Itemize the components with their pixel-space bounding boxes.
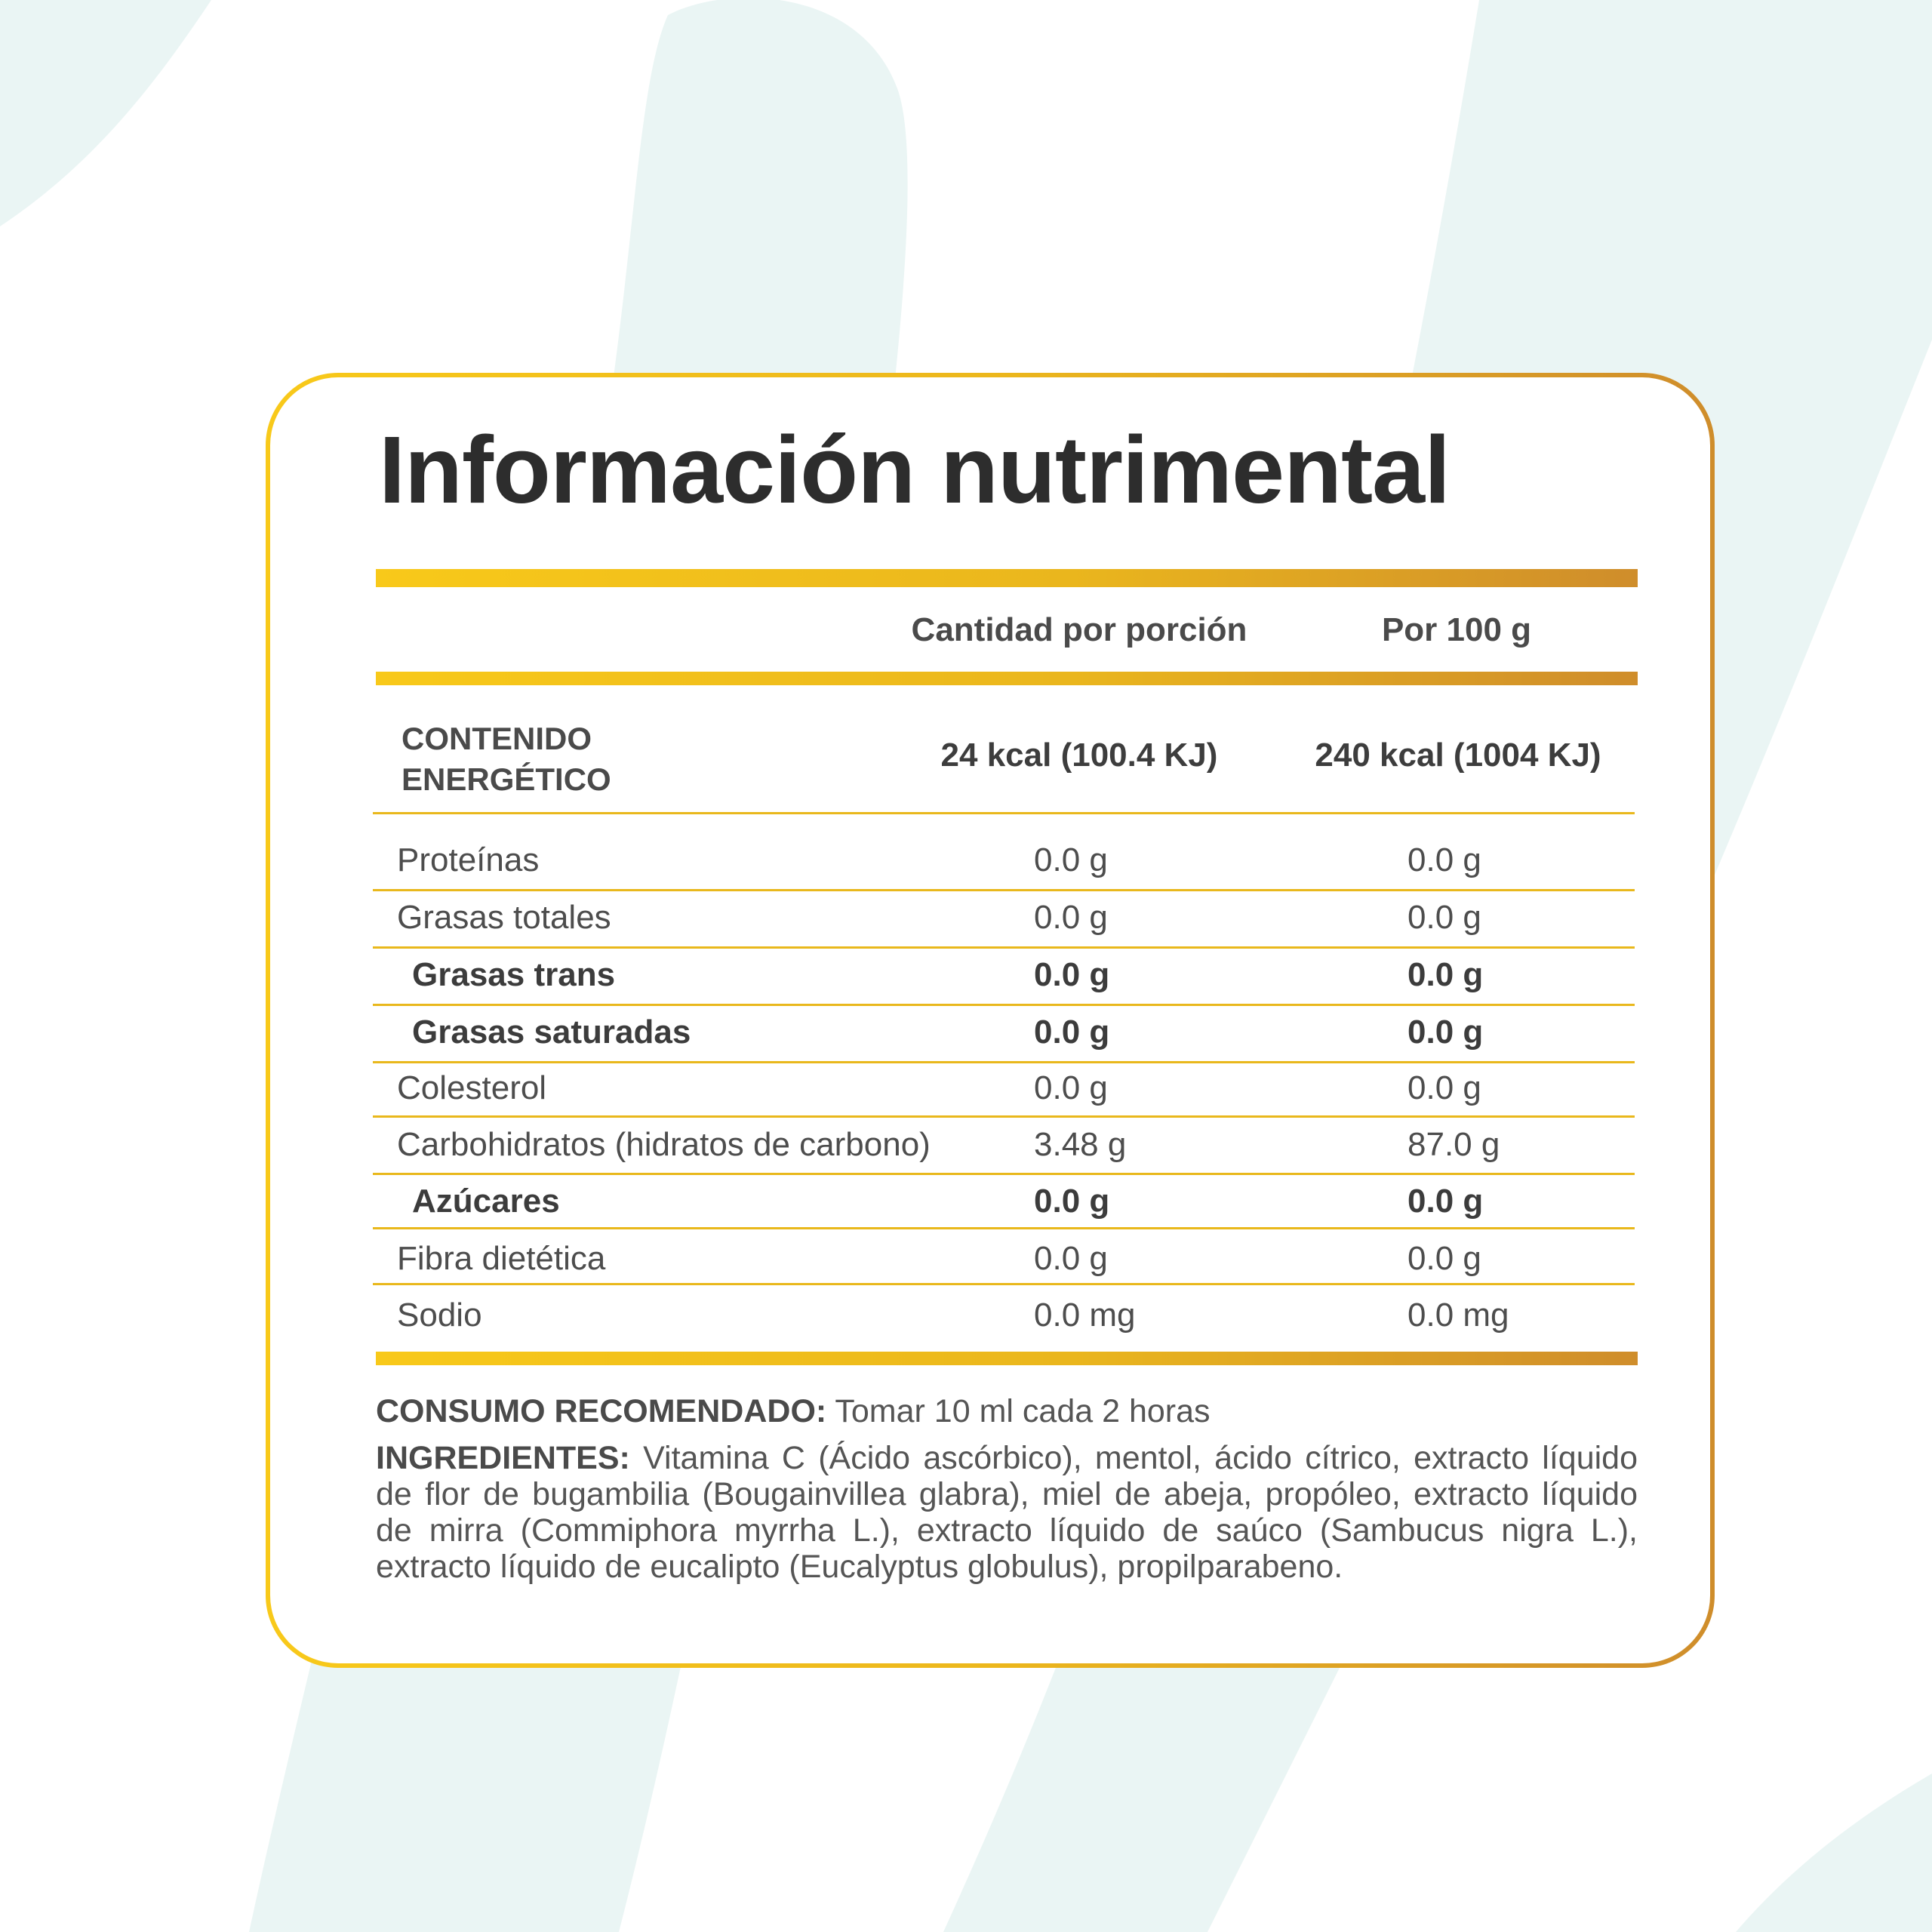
row-label: Colesterol <box>397 1069 547 1106</box>
row-per-serving: 0.0 g <box>1034 1069 1108 1106</box>
table-row <box>0 889 1932 946</box>
product-notes <box>376 1393 1638 1585</box>
ingredients-key: INGREDIENTES: <box>376 1440 630 1476</box>
row-per-serving: 0.0 g <box>1034 1240 1108 1277</box>
table-row <box>0 1060 1932 1116</box>
row-per-100g: 0.0 g <box>1407 1183 1484 1220</box>
row-per-100g: 0.0 g <box>1407 1069 1481 1106</box>
top-divider-bar <box>376 569 1638 587</box>
row-divider <box>373 1283 1635 1285</box>
row-label: Sodio <box>397 1297 482 1334</box>
energy-label-line1: CONTENIDO <box>401 721 592 756</box>
row-per-100g: 0.0 g <box>1407 1240 1481 1277</box>
table-row <box>0 1173 1932 1229</box>
row-per-100g: 0.0 g <box>1407 956 1484 993</box>
row-label: Azúcares <box>412 1183 560 1220</box>
row-per-serving: 0.0 g <box>1034 1014 1110 1051</box>
row-label: Grasas saturadas <box>412 1014 691 1051</box>
recommended-use-text: Tomar 10 ml cada 2 horas <box>835 1393 1211 1429</box>
background-swoosh-bottom-right <box>1736 1774 1932 1932</box>
table-row <box>0 946 1932 1003</box>
energy-label-line2: ENERGÉTICO <box>401 761 611 797</box>
row-per-100g: 0.0 mg <box>1407 1297 1509 1334</box>
table-row <box>0 1230 1932 1287</box>
energy-per-100g: 240 kcal (1004 KJ) <box>1315 737 1601 774</box>
row-per-100g: 0.0 g <box>1407 841 1481 878</box>
row-label: Grasas trans <box>412 956 616 993</box>
row-per-100g: 0.0 g <box>1407 1014 1484 1051</box>
row-per-serving: 3.48 g <box>1034 1126 1127 1163</box>
ingredients-text: Vitamina C (Ácido ascórbico), mentol, ácido cítrico, extracto líquido de flor de bugambilia (Bougainvillea glabra), miel de abeja, propóleo, extracto líquido de mirra (Commiphora myrrha L.), extracto líquido de saúco (Sambucus nigra L.), extracto líquido de eucalipto (Eucalyptus globulus), propilparabeno. <box>376 1440 1638 1585</box>
table-row <box>0 832 1932 888</box>
recommended-use <box>376 1393 1638 1429</box>
page-title: Información nutrimental <box>379 417 1451 523</box>
row-divider <box>373 812 1635 814</box>
table-row <box>0 1004 1932 1060</box>
energy-label <box>401 718 718 800</box>
table-row <box>0 1287 1932 1343</box>
bottom-divider-bar <box>376 1352 1638 1365</box>
row-per-100g: 87.0 g <box>1407 1126 1500 1163</box>
column-header-per-100g: Por 100 g <box>1381 611 1532 648</box>
row-per-100g: 0.0 g <box>1407 899 1481 936</box>
row-label: Fibra dietética <box>397 1240 606 1277</box>
column-header-per-serving: Cantidad por porción <box>911 611 1247 648</box>
row-per-serving: 0.0 g <box>1034 1183 1110 1220</box>
row-label: Grasas totales <box>397 899 611 936</box>
header-divider-bar <box>376 672 1638 685</box>
recommended-use-key: CONSUMO RECOMENDADO: <box>376 1393 827 1429</box>
row-divider <box>373 1227 1635 1229</box>
ingredients <box>376 1440 1638 1585</box>
background-swoosh-left <box>0 0 211 226</box>
energy-per-serving: 24 kcal (100.4 KJ) <box>940 737 1218 774</box>
row-per-serving: 0.0 mg <box>1034 1297 1136 1334</box>
row-per-serving: 0.0 g <box>1034 899 1108 936</box>
table-row <box>0 1116 1932 1173</box>
row-per-serving: 0.0 g <box>1034 841 1108 878</box>
row-label: Proteínas <box>397 841 540 878</box>
row-per-serving: 0.0 g <box>1034 956 1110 993</box>
row-label: Carbohidratos (hidratos de carbono) <box>397 1126 931 1163</box>
